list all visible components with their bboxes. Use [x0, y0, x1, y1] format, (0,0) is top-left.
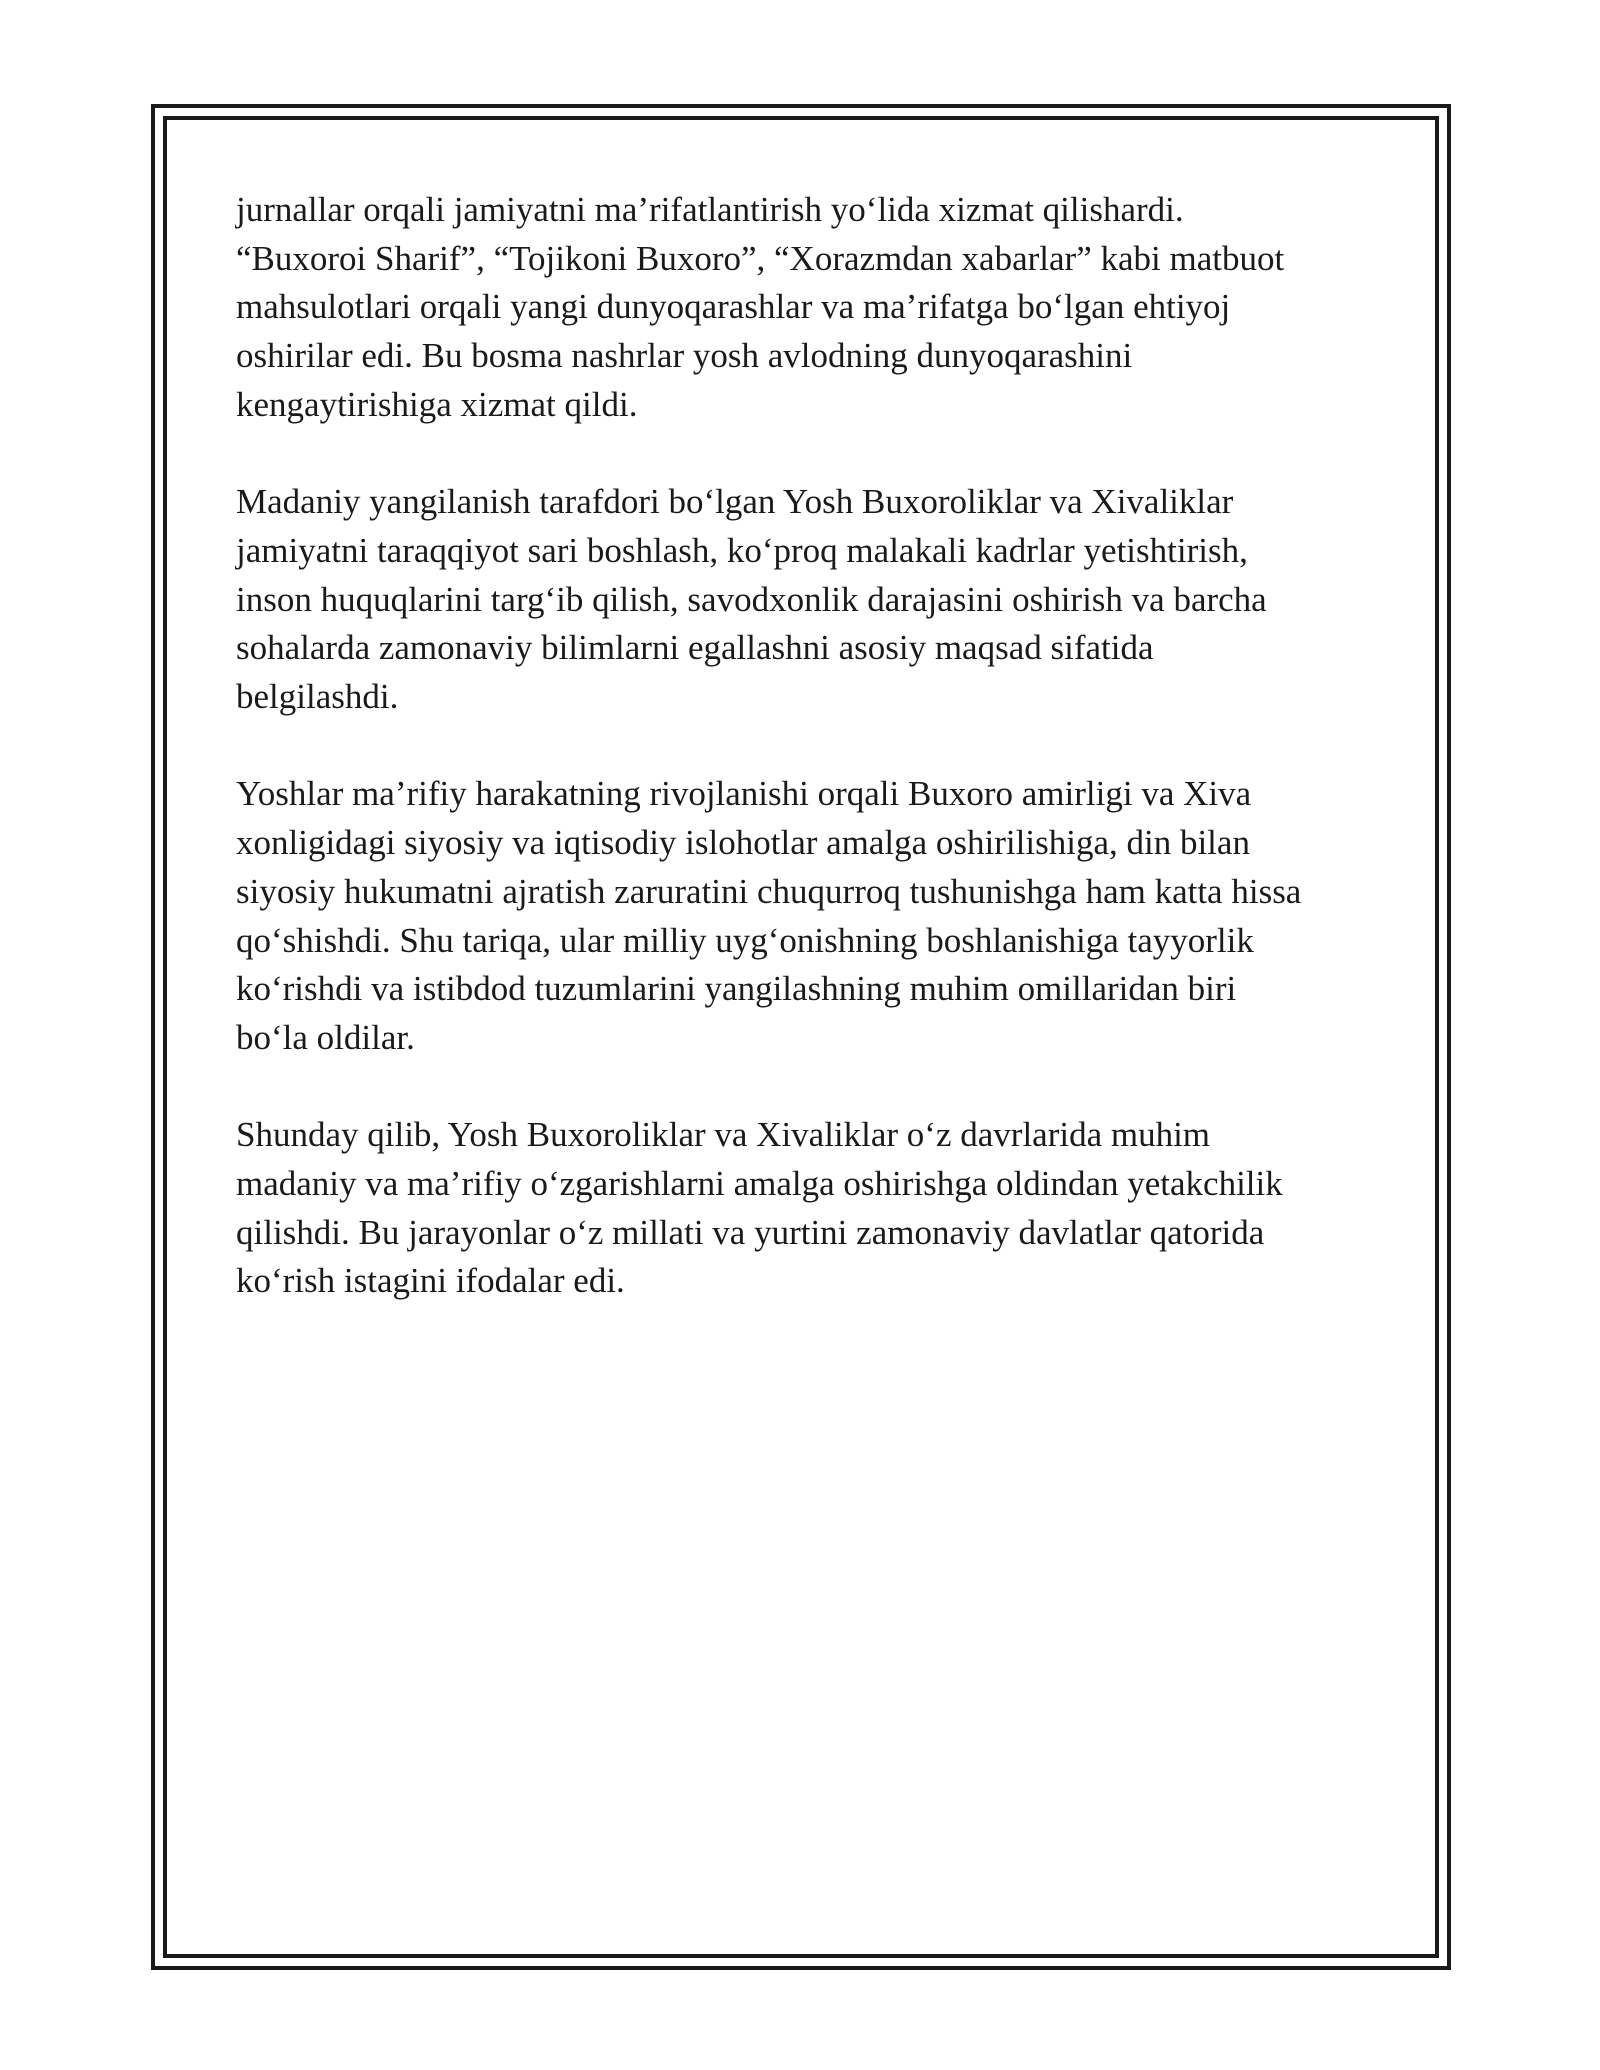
- document-body: [236, 186, 1366, 1306]
- paragraph-2: [236, 478, 1366, 722]
- text-line: kengaytirishiga xizmat qildi.: [236, 384, 638, 424]
- paragraph-3: [236, 770, 1366, 1062]
- paragraph-4: [236, 1111, 1366, 1306]
- text-line: sohalarda zamonaviy bilimlarni egallashni asosiy maqsad sifatida: [236, 628, 1154, 668]
- text-line: qo‘shishdi. Shu tariqa, ular milliy uyg‘onishning boshlanishiga tayyorlik: [236, 920, 1254, 960]
- paragraph-1: [236, 186, 1366, 430]
- text-line: Shunday qilib, Yosh Buxoroliklar va Xivaliklar o‘z davrlarida muhim: [236, 1115, 1211, 1155]
- text-line: inson huquqlarini targ‘ib qilish, savodxonlik darajasini oshirish va barcha: [236, 579, 1267, 619]
- text-line: belgilashdi.: [236, 677, 399, 717]
- text-line: ko‘rishdi va istibdod tuzumlarini yangilashning muhim omillaridan biri: [236, 969, 1237, 1009]
- text-line: xonligidagi siyosiy va iqtisodiy islohotlar amalga oshirilishiga, din bilan: [236, 823, 1250, 863]
- text-line: “Buxoroi Sharif”, “Tojikoni Buxoro”, “Xorazmdan xabarlar” kabi matbuot: [236, 238, 1285, 278]
- text-line: qilishdi. Bu jarayonlar o‘z millati va yurtini zamonaviy davlatlar qatorida: [236, 1212, 1265, 1252]
- text-line: jurnallar orqali jamiyatni ma’rifatlantirish yo‘lida xizmat qilishardi.: [236, 190, 1184, 229]
- text-line: mahsulotlari orqali yangi dunyoqarashlar va ma’rifatga bo‘lgan ehtiyoj: [236, 287, 1231, 327]
- text-line: oshirilar edi. Bu bosma nashrlar yosh avlodning dunyoqarashini: [236, 336, 1133, 376]
- text-line: madaniy va ma’rifiy o‘zgarishlarni amalga oshirishga oldindan yetakchilik: [236, 1164, 1283, 1204]
- text-line: ko‘rish istagini ifodalar edi.: [236, 1261, 625, 1301]
- text-line: bo‘la oldilar.: [236, 1017, 415, 1057]
- text-line: Yoshlar ma’rifiy harakatning rivojlanishi orqali Buxoro amirligi va Xiva: [236, 774, 1252, 814]
- text-line: siyosiy hukumatni ajratish zaruratini chuqurroq tushunishga ham katta hissa: [236, 871, 1302, 911]
- text-line: jamiyatni taraqqiyot sari boshlash, ko‘proq malakali kadrlar yetishtirish,: [236, 530, 1248, 570]
- text-line: Madaniy yangilanish tarafdori bo‘lgan Yosh Buxoroliklar va Xivaliklar: [236, 482, 1234, 522]
